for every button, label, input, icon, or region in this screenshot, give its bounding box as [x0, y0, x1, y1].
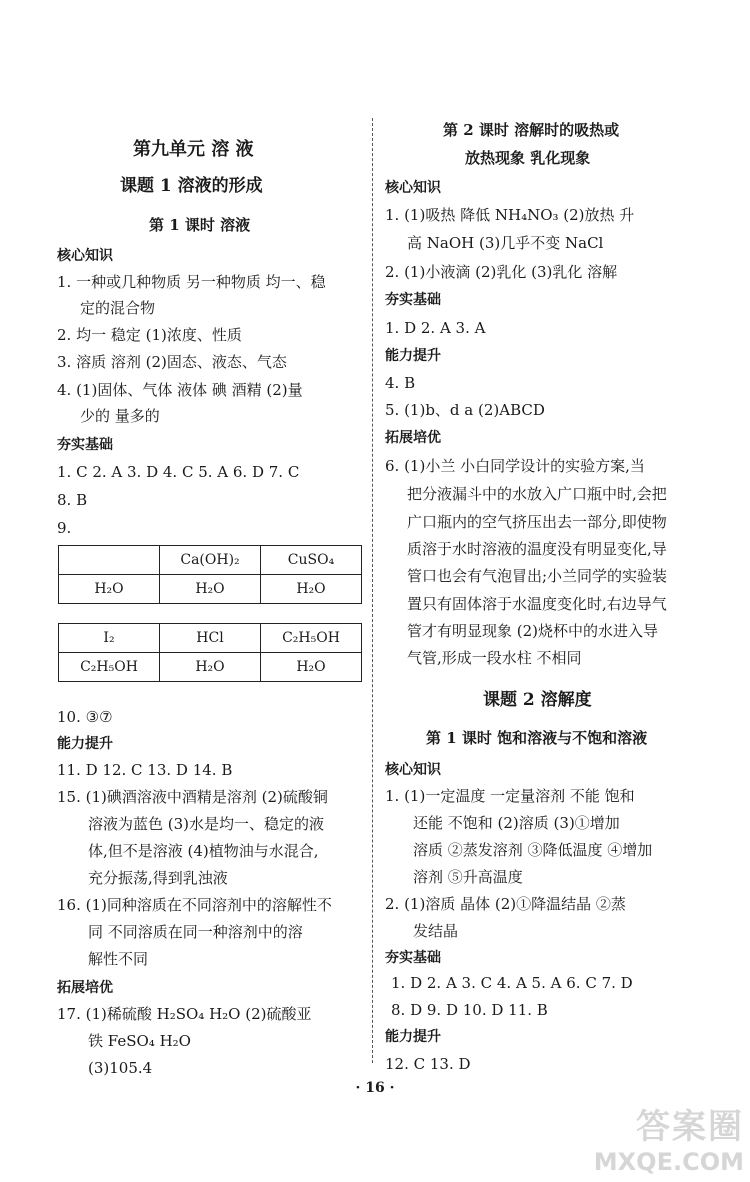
section-heading-ability: 能力提升: [385, 1029, 441, 1045]
answer-line: 9.: [57, 519, 72, 537]
answer-line: 2. 均一 稳定 (1)浓度、性质: [57, 326, 242, 344]
watermark-url: MXQE.COM: [593, 1148, 744, 1176]
lesson-title-3: 第 1 课时 饱和溶液与不饱和溶液: [426, 729, 648, 747]
answer-line: 气管,形成一段水柱 不相同: [407, 649, 582, 667]
answer-line: 1. (1)吸热 降低 NH₄NO₃ (2)放热 升: [385, 206, 635, 224]
topic-title: 课题 1 溶液的形成: [120, 176, 263, 196]
answer-table-2: [58, 623, 362, 682]
answer-line: 1. (1)一定温度 一定量溶剂 不能 饱和: [385, 787, 635, 805]
answer-line: 还能 不饱和 (2)溶质 (3)①增加: [413, 814, 620, 832]
answer-line: 2. (1)小液滴 (2)乳化 (3)乳化 溶解: [385, 263, 618, 281]
column-divider: [372, 118, 373, 1063]
table-cell: HCl: [160, 624, 261, 653]
answer-line: 4. B: [385, 374, 416, 392]
answer-line: 4. (1)固体、气体 液体 碘 酒精 (2)量: [57, 381, 303, 399]
table-cell: [59, 546, 160, 575]
answer-line: 把分液漏斗中的水放入广口瓶中时,会把: [407, 485, 667, 503]
table-cell: Ca(OH)₂: [160, 546, 261, 575]
answer-line: 12. C 13. D: [385, 1055, 471, 1073]
section-heading-extension: 拓展培优: [57, 980, 113, 996]
answer-line: 管口也会有气泡冒出;小兰同学的实验装: [407, 567, 668, 585]
answer-line: 1. D 2. A 3. C 4. A 5. A 6. C 7. D: [391, 974, 633, 992]
table-cell: C₂H₅OH: [261, 624, 362, 653]
table-cell: CuSO₄: [261, 546, 362, 575]
answer-line: 1. C 2. A 3. D 4. C 5. A 6. D 7. C: [57, 463, 300, 481]
answer-line: 10. ③⑦: [57, 708, 113, 726]
answer-line: 6. (1)小兰 小白同学设计的实验方案,当: [385, 457, 645, 475]
answer-line: 定的混合物: [80, 299, 156, 317]
table-cell: C₂H₅OH: [59, 653, 160, 682]
answer-line: 1. D 2. A 3. A: [385, 319, 486, 337]
table-cell: H₂O: [261, 653, 362, 682]
answer-line: 3. 溶质 溶剂 (2)固态、液态、气态: [57, 353, 287, 371]
answer-line: 置只有固体溶于水温度变化时,右边导气: [407, 595, 667, 613]
table-cell: H₂O: [160, 575, 261, 604]
answer-line: 质溶于水时溶液的温度没有明显变化,导: [407, 540, 667, 558]
section-heading-ability: 能力提升: [57, 736, 113, 752]
answer-table-1: [58, 545, 362, 604]
section-heading-core: 核心知识: [57, 248, 113, 264]
unit-title: 第九单元 溶 液: [133, 139, 254, 160]
answer-line: 11. D 12. C 13. D 14. B: [57, 761, 233, 779]
answer-line: 溶质 ②蒸发溶剂 ③降低温度 ④增加: [413, 841, 653, 859]
answer-line: 2. (1)溶质 晶体 (2)①降温结晶 ②蒸: [385, 895, 626, 913]
table-cell: H₂O: [59, 575, 160, 604]
answer-line: 5. (1)b、d a (2)ABCD: [385, 401, 545, 419]
answer-line: 少的 量多的: [80, 407, 160, 425]
table-cell: I₂: [59, 624, 160, 653]
answer-line: (3)105.4: [88, 1059, 153, 1077]
section-heading-core: 核心知识: [385, 762, 441, 778]
answer-line: 8. D 9. D 10. D 11. B: [391, 1001, 548, 1019]
answer-line: 溶剂 ⑤升高温度: [413, 868, 523, 886]
section-heading-basic: 夯实基础: [57, 437, 113, 453]
answer-line: 广口瓶内的空气挤压出去一部分,即使物: [407, 513, 667, 531]
section-heading-basic: 夯实基础: [385, 292, 441, 308]
section-heading-core: 核心知识: [385, 180, 441, 196]
answer-line: 发结晶: [413, 922, 459, 940]
answer-line: 铁 FeSO₄ H₂O: [88, 1032, 191, 1050]
table-cell: H₂O: [160, 653, 261, 682]
answer-line: 解性不同: [88, 950, 149, 968]
lesson-title: 第 1 课时 溶液: [149, 216, 251, 234]
section-heading-ability: 能力提升: [385, 348, 441, 364]
answer-line: 8. B: [57, 491, 88, 509]
answer-line: 体,但不是溶液 (4)植物油与水混合,: [88, 842, 319, 860]
lesson-title-2-line-2: 放热现象 乳化现象: [465, 149, 591, 167]
section-heading-basic: 夯实基础: [385, 950, 441, 966]
answer-line: 16. (1)同种溶质在不同溶剂中的溶解性不: [57, 896, 332, 914]
answer-line: 1. 一种或几种物质 另一种物质 均一、稳: [57, 273, 326, 291]
answer-line: 17. (1)稀硫酸 H₂SO₄ H₂O (2)硫酸亚: [57, 1005, 312, 1023]
topic-title-2: 课题 2 溶解度: [483, 690, 592, 710]
watermark: [594, 1099, 744, 1176]
answer-line: 高 NaOH (3)几乎不变 NaCl: [407, 234, 604, 252]
page-number: · 16 ·: [355, 1080, 395, 1096]
watermark-logo-text: 答案圈: [636, 1107, 744, 1147]
answer-line: 15. (1)碘酒溶液中酒精是溶剂 (2)硫酸铜: [57, 788, 328, 806]
lesson-title-2-line-1: 第 2 课时 溶解时的吸热或: [443, 121, 620, 139]
answer-line: 溶液为蓝色 (3)水是均一、稳定的液: [88, 815, 325, 833]
answer-line: 同 不同溶质在同一种溶剂中的溶: [88, 923, 303, 941]
section-heading-extension: 拓展培优: [385, 430, 441, 446]
table-cell: H₂O: [261, 575, 362, 604]
answer-line: 管才有明显现象 (2)烧杯中的水进入导: [407, 622, 659, 640]
answer-line: 充分振荡,得到乳浊液: [88, 869, 228, 887]
